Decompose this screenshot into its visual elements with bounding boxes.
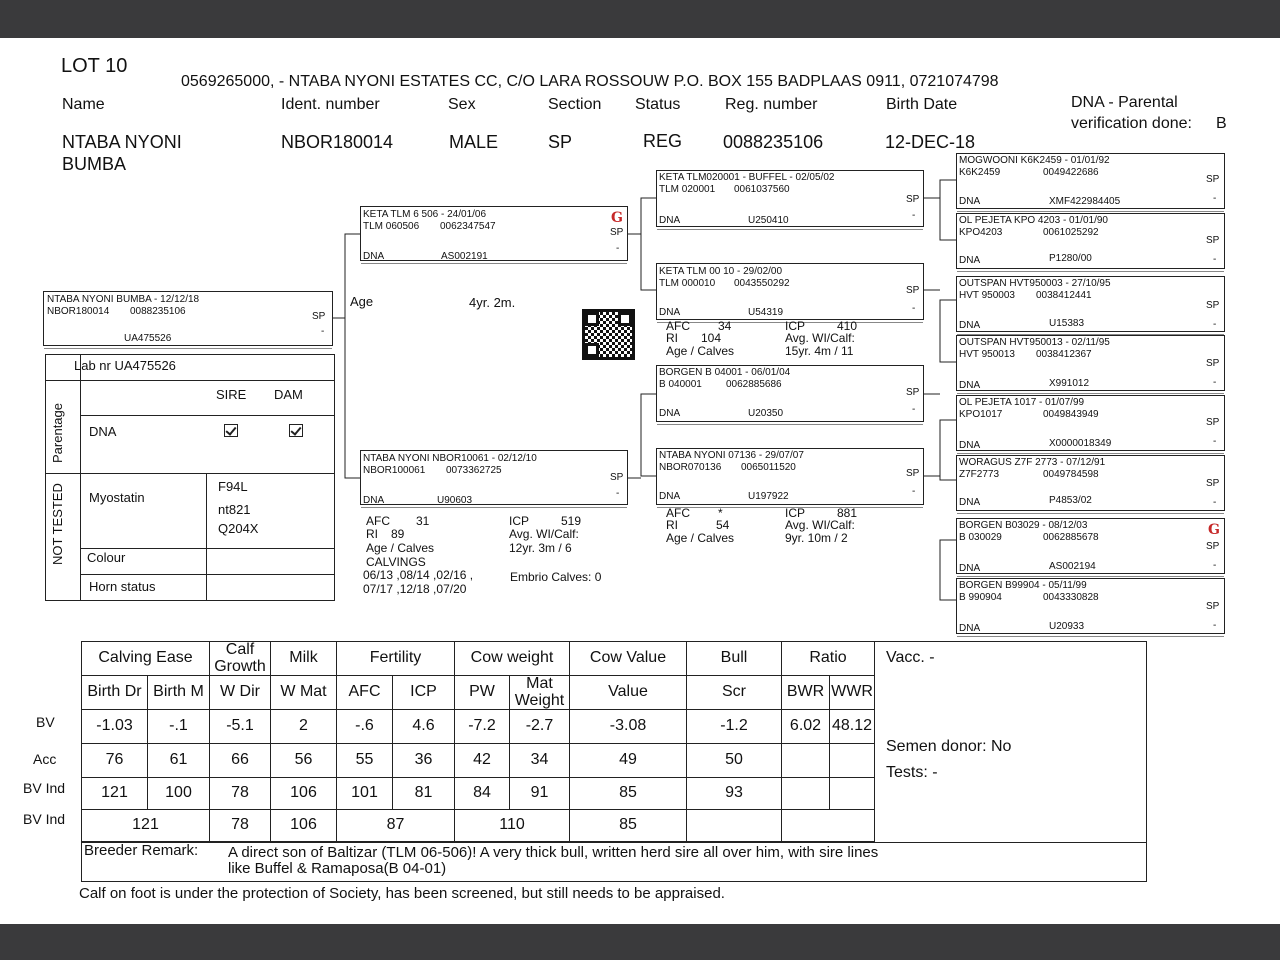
acc-cell: 42: [455, 744, 510, 778]
ggp-card: [956, 518, 1225, 574]
subject-reg: 0088235106: [130, 306, 186, 317]
gp3-dash: -: [912, 404, 916, 415]
gp2-ri-label: RI: [666, 331, 678, 345]
gp4-age: 9yr. 10m / 2: [785, 531, 848, 545]
bv-ind-cell: 81: [393, 778, 455, 810]
gp2-dash: -: [912, 303, 916, 314]
gp2-section: SP: [906, 285, 920, 296]
bv-ind-cell: [830, 778, 875, 810]
bv-cell: -3.08: [570, 710, 687, 744]
bv-cell: -7.2: [455, 710, 510, 744]
dam-afc-label: AFC: [366, 514, 390, 528]
acc-cell: 49: [570, 744, 687, 778]
sub-header: ICP: [393, 676, 455, 710]
acc-cell: 56: [271, 744, 337, 778]
ggp8-reg: 0043330828: [1043, 592, 1099, 603]
sire-card: [360, 206, 628, 261]
ggp7-section: SP: [1206, 541, 1220, 552]
lab-number: Lab nr UA475526: [74, 358, 176, 373]
ggp8-dash: -: [1213, 620, 1217, 631]
dam-dna: U90603: [437, 495, 473, 506]
bv-ind-group-cell: [782, 810, 875, 842]
myostatin-f94l: F94L: [218, 479, 248, 494]
ggp5-section: SP: [1206, 417, 1220, 428]
bv-ind-group-cell: [687, 810, 782, 842]
sire-dash: -: [616, 243, 620, 254]
sire-heading: SIRE: [216, 387, 247, 402]
row-label-bv: BV: [36, 714, 55, 730]
gp4-icp: 881: [837, 506, 858, 520]
gp4-ri-label: RI: [666, 518, 678, 532]
label-sex: Sex: [448, 96, 476, 113]
ggp5-dna: X0000018349: [1049, 438, 1112, 449]
dam-heading: DAM: [274, 387, 303, 402]
dam-calvings-1: 06/13 ,08/14 ,02/16 ,: [363, 568, 474, 582]
bv-ind-cell: 100: [148, 778, 210, 810]
dam-avg-label: Avg. WI/Calf:: [509, 527, 579, 541]
animal-status: REG: [643, 131, 683, 151]
semen-donor: Semen donor: No: [886, 738, 1012, 755]
acc-cell: 55: [337, 744, 393, 778]
dam-age-label: Age / Calves: [366, 541, 435, 555]
ggp4-dna-label: DNA: [959, 380, 981, 391]
myostatin-q204x: Q204X: [218, 521, 259, 536]
granddam-paternal-card: [656, 263, 924, 320]
ggp4-section: SP: [1206, 358, 1220, 369]
bv-ind-group-cell: 78: [210, 810, 271, 842]
bv-cell: 2: [271, 710, 337, 744]
bv-cell: -1.03: [82, 710, 148, 744]
gp4-avg-label: Avg. WI/Calf:: [785, 518, 855, 532]
lot-number: LOT 10: [61, 55, 128, 77]
qr-code: [582, 309, 635, 360]
subject-card: [43, 291, 333, 346]
bv-ind-group-cell: 121: [82, 810, 210, 842]
ggp7-ident: B 030029: [959, 532, 1002, 543]
animal-name-1: NTABA NYONI: [62, 132, 182, 152]
acc-cell: [782, 744, 830, 778]
ggp-card: [956, 335, 1225, 391]
bv-cell: -.6: [337, 710, 393, 744]
breeder-remark-line-2: like Buffel & Ramaposa(B 04-01): [228, 860, 447, 877]
bv-ind-cell: 85: [570, 778, 687, 810]
sub-header: PW: [455, 676, 510, 710]
gp4-dash: -: [912, 486, 916, 497]
gp4-afc: *: [718, 506, 723, 520]
label-reg: Reg. number: [725, 96, 818, 113]
gp3-reg: 0062885686: [726, 379, 782, 390]
ggp5-ident: KPO1017: [959, 409, 1003, 420]
gp2-icp: 410: [837, 319, 858, 333]
dam-icp-label: ICP: [509, 514, 530, 528]
subject-dna: UA475526: [124, 333, 172, 344]
bv-ind-cell: 121: [82, 778, 148, 810]
gp4-icp-label: ICP: [785, 506, 806, 520]
ggp6-dna: P4853/02: [1049, 495, 1092, 506]
gp2-title: KETA TLM 00 10 - 29/02/00: [659, 266, 783, 277]
ggp8-ident: B 990904: [959, 592, 1002, 603]
subject-dash: -: [321, 326, 325, 337]
grandsire-maternal-card: [656, 365, 924, 422]
bv-ind-group-cell: 85: [570, 810, 687, 842]
myostatin-label: Myostatin: [89, 490, 145, 505]
ggp2-section: SP: [1206, 235, 1220, 246]
bv-cell: 6.02: [782, 710, 830, 744]
dam-section: SP: [610, 472, 624, 483]
ggp1-ident: K6K2459: [959, 167, 1001, 178]
ggp4-dna: X991012: [1049, 378, 1090, 389]
sire-title: KETA TLM 6 506 - 24/01/06: [363, 209, 487, 220]
bv-cell: -2.7: [510, 710, 570, 744]
ggp7-dna: AS002194: [1049, 561, 1096, 572]
sire-reg: 0062347547: [440, 221, 496, 232]
ggp5-reg: 0049843949: [1043, 409, 1099, 420]
gp1-dna: U250410: [748, 215, 789, 226]
gp4-afc-label: AFC: [666, 506, 690, 520]
group-header: Calf Growth: [210, 642, 271, 676]
ggp2-dna: P1280/00: [1049, 253, 1092, 264]
dam-afc: 31: [416, 514, 430, 528]
bv-ind-cell: 101: [337, 778, 393, 810]
gp4-age-label: Age / Calves: [666, 531, 735, 545]
gp2-ident: TLM 000010: [659, 278, 716, 289]
ggp3-ident: HVT 950003: [959, 290, 1015, 301]
bv-cell: -.1: [148, 710, 210, 744]
gp2-age-label: Age / Calves: [666, 344, 735, 358]
dam-ri: 89: [391, 527, 405, 541]
ggp2-ident: KPO4203: [959, 227, 1003, 238]
ggp1-dash: -: [1213, 193, 1217, 204]
row-label-acc: Acc: [33, 751, 57, 767]
dam-dash: -: [616, 488, 620, 499]
ggp-card: [956, 153, 1225, 209]
sub-header: Mat Weight: [510, 676, 570, 710]
age-value: 4yr. 2m.: [469, 295, 516, 310]
sire-section: SP: [610, 227, 624, 238]
bv-ind-group-cell: 87: [337, 810, 455, 842]
gp1-section: SP: [906, 194, 920, 205]
ggp8-title: BORGEN B99904 - 05/11/99: [959, 580, 1087, 591]
sub-header: BWR: [782, 676, 830, 710]
dam-reg: 0073362725: [446, 465, 502, 476]
bv-cell: 48.12: [830, 710, 875, 744]
ggp1-title: MOGWOONI K6K2459 - 01/01/92: [959, 155, 1110, 166]
ggp4-ident: HVT 950013: [959, 349, 1015, 360]
bv-cell: -1.2: [687, 710, 782, 744]
ggp3-dna: U15383: [1049, 318, 1085, 329]
ggp7-dna-label: DNA: [959, 563, 981, 574]
ggp8-dna-label: DNA: [959, 623, 981, 634]
sub-header: WWR: [830, 676, 875, 710]
dam-embrio: Embrio Calves: 0: [510, 570, 602, 584]
ggp6-ident: Z7F2773: [959, 469, 1000, 480]
gp4-ri: 54: [716, 518, 730, 532]
subject-title: NTABA NYONI BUMBA - 12/12/18: [47, 294, 200, 305]
gp2-age: 15yr. 4m / 11: [785, 344, 854, 358]
label-status: Status: [635, 96, 681, 113]
gp1-dash: -: [912, 210, 916, 221]
gp2-avg-label: Avg. WI/Calf:: [785, 331, 855, 345]
dam-ident: NBOR100061: [363, 465, 426, 476]
sub-header: W Mat: [271, 676, 337, 710]
owner-line: 0569265000, - NTABA NYONI ESTATES CC, C/O LARA ROSSOUW P.O. BOX 155 BADPLAAS 0911, 0721074798: [181, 73, 999, 90]
acc-cell: 76: [82, 744, 148, 778]
gp3-dna: U20350: [748, 408, 784, 419]
group-header: Fertility: [337, 642, 455, 676]
ggp6-reg: 0049784598: [1043, 469, 1099, 480]
gp4-dna: U197922: [748, 491, 789, 502]
tests: Tests: -: [886, 764, 938, 781]
label-section: Section: [548, 96, 602, 113]
group-header: Ratio: [782, 642, 875, 676]
gp1-dna-label: DNA: [659, 215, 681, 226]
ggp-card: [956, 395, 1225, 451]
label-dna-parental: DNA - Parental: [1071, 94, 1178, 111]
dam-card: [360, 450, 628, 505]
acc-cell: 66: [210, 744, 271, 778]
animal-ident: NBOR180014: [281, 132, 394, 152]
ggp8-dna: U20933: [1049, 621, 1085, 632]
label-name: Name: [62, 96, 105, 113]
grandsire-paternal-card: [656, 170, 924, 227]
myostatin-nt821: nt821: [218, 502, 251, 517]
gp2-afc-label: AFC: [666, 319, 690, 333]
acc-cell: [830, 744, 875, 778]
ggp6-title: WORAGUS Z7F 2773 - 07/12/91: [959, 457, 1106, 468]
breeder-remark-label: Breeder Remark:: [84, 842, 199, 859]
ggp4-reg: 0038412367: [1036, 349, 1092, 360]
sub-header: Birth M: [148, 676, 210, 710]
sub-header: Value: [570, 676, 687, 710]
gp2-dna: U54319: [748, 307, 784, 318]
ggp-card: [956, 578, 1225, 634]
ggp3-title: OUTSPAN HVT950003 - 27/10/95: [959, 278, 1111, 289]
gp2-reg: 0043550292: [734, 278, 790, 289]
ggp6-section: SP: [1206, 478, 1220, 489]
colour-label: Colour: [87, 550, 126, 565]
ggp1-section: SP: [1206, 174, 1220, 185]
animal-sex: MALE: [449, 132, 499, 152]
row-label-bv-ind: BV Ind: [23, 780, 66, 796]
sire-ident: TLM 060506: [363, 221, 420, 232]
group-header: Milk: [271, 642, 337, 676]
ggp1-reg: 0049422686: [1043, 167, 1099, 178]
group-header: Cow weight: [455, 642, 570, 676]
sire-dna: AS002191: [441, 251, 488, 262]
ggp2-dna-label: DNA: [959, 255, 981, 266]
society-logo-icon: G: [1208, 522, 1220, 538]
ggp8-section: SP: [1206, 601, 1220, 612]
gp2-afc: 34: [718, 319, 732, 333]
lab-table: [45, 354, 335, 601]
dam-ri-label: RI: [366, 527, 378, 541]
gp4-section: SP: [906, 468, 920, 479]
dam-title: NTABA NYONI NBOR10061 - 02/12/10: [363, 453, 537, 464]
gp4-reg: 0065011520: [741, 462, 796, 473]
sub-header: AFC: [337, 676, 393, 710]
gp1-reg: 0061037560: [734, 184, 790, 195]
ggp6-dash: -: [1213, 497, 1217, 508]
dam-calvings-label: CALVINGS: [366, 555, 426, 569]
gp4-title: NTABA NYONI 07136 - 29/07/07: [659, 450, 804, 461]
ggp-card: [956, 455, 1225, 511]
ggp1-dna: XMF422984405: [1049, 196, 1121, 207]
gp1-title: KETA TLM020001 - BUFFEL - 02/05/02: [659, 172, 835, 183]
gp2-dna-label: DNA: [659, 307, 681, 318]
label-ident: Ident. number: [281, 96, 380, 113]
parentage-label: Parentage: [50, 403, 65, 463]
horn-status-label: Horn status: [89, 579, 156, 594]
bv-ind-cell: 106: [271, 778, 337, 810]
ggp-card: [956, 276, 1225, 332]
bv-ind-group-cell: 106: [271, 810, 337, 842]
bv-ind-cell: 93: [687, 778, 782, 810]
acc-cell: 34: [510, 744, 570, 778]
row-label-bv-ind-grouped: BV Ind: [23, 811, 66, 827]
ggp3-dna-label: DNA: [959, 320, 981, 331]
ggp2-title: OL PEJETA KPO 4203 - 01/01/90: [959, 215, 1108, 226]
ggp6-dna-label: DNA: [959, 497, 981, 508]
gp3-dna-label: DNA: [659, 408, 681, 419]
gp1-ident: TLM 020001: [659, 184, 716, 195]
ggp5-dna-label: DNA: [959, 440, 981, 451]
sub-header: Birth Dr: [82, 676, 148, 710]
ggp3-reg: 0038412441: [1036, 290, 1092, 301]
sub-header: W Dir: [210, 676, 271, 710]
gp2-icp-label: ICP: [785, 319, 806, 333]
not-tested-label: NOT TESTED: [50, 483, 65, 565]
acc-cell: 36: [393, 744, 455, 778]
breeder-remark-line-1: A direct son of Baltizar (TLM 06-506)! A very thick bull, written herd sire all over him, with sire lines: [228, 844, 879, 861]
dam-dna-checkbox: [289, 424, 303, 437]
bv-ind-cell: [782, 778, 830, 810]
subject-ident: NBOR180014: [47, 306, 110, 317]
ggp1-dna-label: DNA: [959, 196, 981, 207]
footer-note: Calf on foot is under the protection of Society, has been screened, but still needs to be appraised.: [79, 885, 725, 902]
dam-icp: 519: [561, 514, 582, 528]
ggp-card: [956, 213, 1225, 269]
label-dna-verification: verification done:: [1071, 115, 1192, 132]
animal-birth: 12-DEC-18: [885, 132, 976, 152]
acc-cell: 61: [148, 744, 210, 778]
sub-header: Scr: [687, 676, 782, 710]
gp3-ident: B 040001: [659, 379, 702, 390]
gp4-dna-label: DNA: [659, 491, 681, 502]
ggp3-dash: -: [1213, 319, 1217, 330]
ggp3-section: SP: [1206, 300, 1220, 311]
ggp2-dash: -: [1213, 254, 1217, 265]
ggp7-dash: -: [1213, 560, 1217, 571]
dam-dna-label: DNA: [363, 495, 385, 506]
gp3-section: SP: [906, 387, 920, 398]
bv-cell: -5.1: [210, 710, 271, 744]
label-birth: Birth Date: [886, 96, 958, 113]
acc-cell: 50: [687, 744, 782, 778]
granddam-maternal-card: [656, 448, 924, 505]
group-header: Cow Value: [570, 642, 687, 676]
subject-section: SP: [312, 311, 326, 322]
bv-cell: 4.6: [393, 710, 455, 744]
ggp5-title: OL PEJETA 1017 - 01/07/99: [959, 397, 1085, 408]
animal-section: SP: [548, 132, 573, 152]
bv-ind-group-cell: 110: [455, 810, 570, 842]
gp4-ident: NBOR070136: [659, 462, 722, 473]
ggp4-title: OUTSPAN HVT950013 - 02/11/95: [959, 337, 1110, 348]
sire-dna-label: DNA: [363, 251, 385, 262]
dam-age: 12yr. 3m / 6: [509, 541, 572, 555]
society-logo-icon: G: [611, 210, 623, 226]
ggp2-reg: 0061025292: [1043, 227, 1099, 238]
bv-ind-cell: 91: [510, 778, 570, 810]
bv-ind-cell: 84: [455, 778, 510, 810]
vaccination: Vacc. -: [886, 649, 935, 666]
ggp7-reg: 0062885678: [1043, 532, 1099, 543]
animal-reg: 0088235106: [723, 132, 824, 152]
group-header: Calving Ease: [82, 642, 210, 676]
age-label: Age: [350, 294, 374, 309]
dna-row-label: DNA: [89, 424, 117, 439]
animal-name-2: BUMBA: [62, 154, 127, 174]
bv-ind-cell: 78: [210, 778, 271, 810]
ggp5-dash: -: [1213, 436, 1217, 447]
gp2-ri: 104: [701, 331, 722, 345]
ggp4-dash: -: [1213, 377, 1217, 388]
sire-dna-checkbox: [224, 424, 238, 437]
gp3-title: BORGEN B 04001 - 06/01/04: [659, 367, 791, 378]
dna-verification-value: B: [1216, 115, 1227, 132]
group-header: Bull: [687, 642, 782, 676]
ggp7-title: BORGEN B03029 - 08/12/03: [959, 520, 1088, 531]
dam-calvings-2: 07/17 ,12/18 ,07/20: [363, 582, 467, 596]
